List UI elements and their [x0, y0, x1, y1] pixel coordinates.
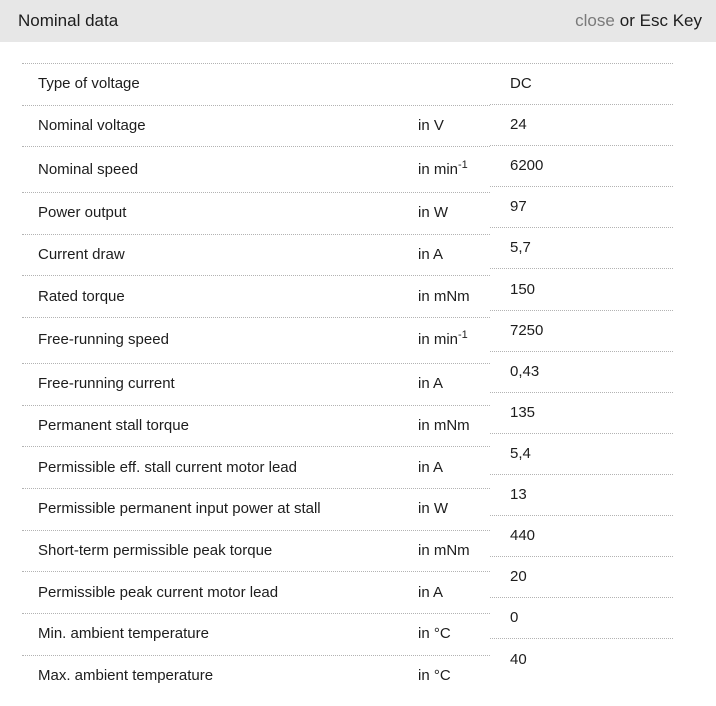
values-column	[490, 63, 673, 680]
row-value: 13	[510, 485, 527, 503]
row-label: Current draw	[38, 246, 125, 264]
table-row	[22, 406, 490, 448]
table-row	[22, 193, 490, 235]
row-value: 0	[510, 609, 519, 627]
nominal-data-table	[22, 63, 673, 697]
row-value: 20	[510, 568, 527, 586]
table-row-value	[490, 105, 673, 146]
row-unit-text: in W	[418, 500, 448, 518]
row-label: Permissible peak current motor lead	[38, 583, 279, 601]
row-unit	[418, 499, 448, 519]
table-row-value	[490, 269, 673, 310]
row-unit-text: in A	[418, 375, 444, 393]
row-unit-text: in V	[418, 117, 444, 135]
row-unit	[418, 416, 470, 436]
table-row	[22, 318, 490, 364]
table-row-value	[490, 434, 673, 475]
row-label: Nominal speed	[38, 160, 139, 178]
table-row	[22, 656, 490, 698]
row-value: 24	[510, 116, 527, 134]
labels-column	[22, 63, 490, 697]
esc-key-hint: or Esc Key	[619, 11, 702, 30]
row-label: Power output	[38, 204, 127, 222]
row-value: 0,43	[510, 362, 540, 380]
table-row-value	[490, 557, 673, 598]
row-value: 440	[510, 527, 536, 545]
row-label: Free-running speed	[38, 331, 169, 349]
table-row	[22, 147, 490, 193]
table-row-value	[490, 228, 673, 269]
row-label: Permissible eff. stall current motor lead	[38, 458, 297, 476]
row-value: 5,7	[510, 239, 531, 257]
row-unit	[418, 330, 468, 350]
row-unit-text: in mNm	[418, 287, 470, 305]
row-unit	[418, 624, 451, 644]
row-unit	[418, 374, 443, 394]
row-value: 7250	[510, 321, 544, 339]
row-unit	[418, 245, 443, 265]
row-unit-text: in A	[418, 458, 444, 476]
row-unit	[418, 116, 444, 136]
row-label: Max. ambient temperature	[38, 667, 214, 685]
table-row-value	[490, 393, 673, 434]
table-row-value	[490, 516, 673, 557]
row-value: DC	[510, 75, 532, 93]
row-label: Min. ambient temperature	[38, 625, 209, 643]
close-button[interactable]: close	[575, 11, 615, 30]
table-row	[22, 64, 490, 106]
row-unit-text: in °C	[418, 625, 451, 643]
row-label: Rated torque	[38, 287, 125, 305]
unit-superscript: -1	[458, 158, 468, 171]
row-unit-text: in A	[418, 583, 444, 601]
table-row	[22, 489, 490, 531]
table-row-value	[490, 352, 673, 393]
table-row	[22, 614, 490, 656]
row-unit-text: in A	[418, 246, 444, 264]
row-value: 97	[510, 198, 527, 216]
close-hint	[575, 11, 702, 31]
row-value: 40	[510, 650, 527, 668]
row-unit	[418, 541, 470, 561]
table-row	[22, 276, 490, 318]
row-unit	[418, 160, 468, 180]
row-unit	[418, 203, 448, 223]
row-unit	[418, 583, 443, 603]
table-row	[22, 106, 490, 148]
row-unit-text: in mNm	[418, 416, 470, 434]
table-row-value	[490, 311, 673, 352]
dialog-header	[0, 0, 716, 42]
row-unit-text: in mNm	[418, 541, 470, 559]
row-unit-text: in W	[418, 204, 448, 222]
table-row	[22, 447, 490, 489]
row-value: 6200	[510, 157, 544, 175]
table-row-value	[490, 598, 673, 639]
row-unit	[418, 666, 451, 686]
row-unit-text: in min	[418, 331, 459, 349]
row-unit-text: in min	[418, 160, 459, 178]
row-value: 150	[510, 280, 536, 298]
table-row-value	[490, 639, 673, 680]
row-label: Nominal voltage	[38, 117, 146, 135]
table-row-value	[490, 64, 673, 105]
table-row-value	[490, 475, 673, 516]
row-value: 5,4	[510, 444, 531, 462]
table-row	[22, 364, 490, 406]
table-row	[22, 572, 490, 614]
page-title: Nominal data	[18, 11, 119, 30]
table-row	[22, 531, 490, 573]
row-unit	[418, 287, 470, 307]
row-label: Permissible permanent input power at stall	[38, 500, 321, 518]
table-row-value	[490, 146, 673, 187]
unit-superscript: -1	[458, 329, 468, 342]
row-label: Type of voltage	[38, 75, 140, 93]
row-label: Short-term permissible peak torque	[38, 541, 273, 559]
row-label: Permanent stall torque	[38, 416, 189, 434]
row-label: Free-running current	[38, 375, 175, 393]
table-row-value	[490, 187, 673, 228]
table-row	[22, 235, 490, 277]
row-unit-text: in °C	[418, 667, 451, 685]
row-value: 135	[510, 403, 536, 421]
row-unit	[418, 458, 443, 478]
